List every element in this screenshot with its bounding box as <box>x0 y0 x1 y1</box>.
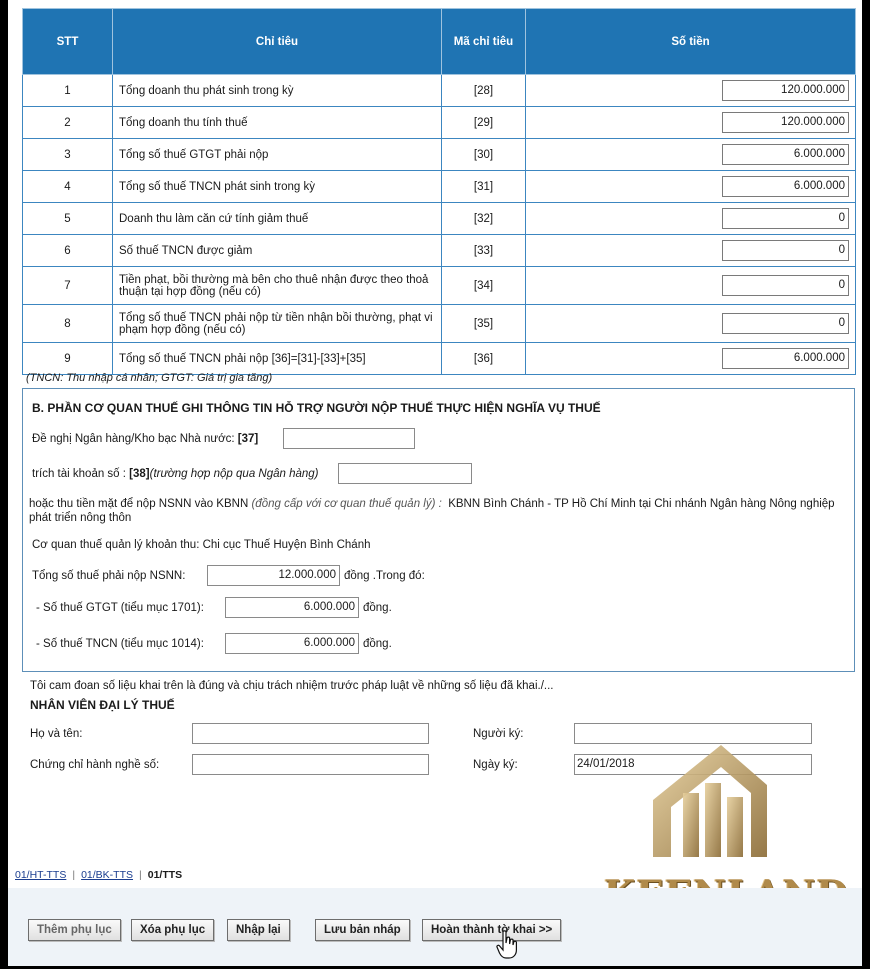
amount-input-36[interactable]: 6.000.000 <box>722 348 849 369</box>
vat-input[interactable]: 6.000.000 <box>225 597 359 618</box>
header-stt: STT <box>23 9 113 75</box>
finish-declaration-button[interactable]: Hoàn thành tờ khai >> <box>422 919 561 941</box>
row-label: Tổng số thuế TNCN phải nộp từ tiền nhận bồi thường, phạt vi phạm hợp đồng (nếu có) <box>113 305 442 343</box>
total-input[interactable]: 12.000.000 <box>207 565 340 586</box>
cash-text: hoặc thu tiền mặt để nộp NSNN vào KBNN <box>29 498 249 510</box>
agent-name-label: Họ và tên: <box>30 728 83 740</box>
hand-cursor-icon <box>496 930 518 960</box>
row-label: Tổng doanh thu tính thuế <box>113 107 442 139</box>
account-hint: (trường hợp nộp qua Ngân hàng) <box>149 468 319 480</box>
abbreviation-note: (TNCN: Thu nhập cá nhân; GTGT: Giá trị gia tăng) <box>26 372 273 384</box>
tab-01-bk-tts[interactable]: 01/BK-TTS <box>81 869 134 881</box>
row-label: Tổng doanh thu phát sinh trong kỳ <box>113 75 442 107</box>
row-label: Tiền phạt, bồi thường mà bên cho thuê nhận được theo thoả thuận tại hợp đồng (nếu có) <box>113 267 442 305</box>
total-suffix: đồng .Trong đó: <box>344 570 425 582</box>
form-tabs: 01/HT-TTS | 01/BK-TTS | 01/TTS <box>15 869 183 881</box>
row-code: [33] <box>442 235 526 267</box>
row-stt: 1 <box>23 75 113 107</box>
tax-authority: Cơ quan thuế quản lý khoản thu: Chi cục Thuế Huyện Bình Chánh <box>32 539 371 551</box>
reenter-button[interactable]: Nhập lại <box>227 919 290 941</box>
signer-label: Người ký: <box>473 728 524 740</box>
bank-input[interactable] <box>283 428 415 449</box>
table-row <box>23 343 856 375</box>
table-row <box>23 235 856 267</box>
table-row <box>23 305 856 343</box>
tab-01-ht-tts[interactable]: 01/HT-TTS <box>15 869 67 881</box>
row-code: [36] <box>442 343 526 375</box>
amount-input-34[interactable]: 0 <box>722 275 849 296</box>
account-row <box>32 468 319 480</box>
row-label: Tổng số thuế TNCN phát sinh trong kỳ <box>113 171 442 203</box>
agent-cert-input[interactable] <box>192 754 429 775</box>
sign-date-input[interactable]: 24/01/2018 <box>574 754 812 775</box>
vat-label: - Số thuế GTGT (tiểu mục 1701): <box>36 602 204 614</box>
amount-input-30[interactable]: 6.000.000 <box>722 144 849 165</box>
pit-label: - Số thuế TNCN (tiểu mục 1014): <box>36 638 204 650</box>
row-stt: 6 <box>23 235 113 267</box>
section-b <box>22 388 855 672</box>
account-label: trích tài khoản số : <box>32 468 126 480</box>
table-row <box>23 171 856 203</box>
tab-01-tts-current: 01/TTS <box>147 869 183 881</box>
pit-suffix: đồng. <box>363 638 392 650</box>
section-b-title: B. PHẦN CƠ QUAN THUẾ GHI THÔNG TIN HỖ TRỢ NGƯỜI NỘP THUẾ THỰC HIỆN NGHĨA VỤ THUẾ <box>32 401 601 415</box>
row-code: [35] <box>442 305 526 343</box>
table-row <box>23 107 856 139</box>
table-row <box>23 75 856 107</box>
account-input[interactable] <box>338 463 472 484</box>
account-code: [38] <box>129 468 150 480</box>
row-stt: 9 <box>23 343 113 375</box>
amount-input-33[interactable]: 0 <box>722 240 849 261</box>
agent-cert-label: Chứng chỉ hành nghề số: <box>30 759 160 771</box>
amount-input-31[interactable]: 6.000.000 <box>722 176 849 197</box>
row-stt: 3 <box>23 139 113 171</box>
commitment-text: Tôi cam đoan số liệu khai trên là đúng và chịu trách nhiệm trước pháp luật về những số liệu đã khai./... <box>30 680 554 692</box>
bank-code: [37] <box>237 433 259 445</box>
table-row <box>23 267 856 305</box>
amount-input-29[interactable]: 120.000.000 <box>722 112 849 133</box>
amount-input-28[interactable]: 120.000.000 <box>722 80 849 101</box>
amount-input-35[interactable]: 0 <box>722 313 849 334</box>
row-stt: 4 <box>23 171 113 203</box>
row-label: Tổng số thuế GTGT phải nộp <box>113 139 442 171</box>
row-code: [34] <box>442 267 526 305</box>
bank-row <box>32 433 258 445</box>
cash-hint: (đồng cấp với cơ quan thuế quản lý) : <box>251 498 442 510</box>
row-label: Tổng số thuế TNCN phải nộp [36]=[31]-[33]+[35] <box>113 343 442 375</box>
row-stt: 7 <box>23 267 113 305</box>
pit-input[interactable]: 6.000.000 <box>225 633 359 654</box>
row-code: [32] <box>442 203 526 235</box>
agent-title: NHÂN VIÊN ĐẠI LÝ THUẾ <box>30 698 175 712</box>
cash-value: KBNN Bình Chánh - TP Hồ Chí Minh tại Chi nhánh Ngân hàng Nông nghiệp phát triển nông thôn <box>29 498 835 524</box>
header-code: Mã chỉ tiêu <box>442 9 526 75</box>
button-bar <box>8 888 862 966</box>
table-header-row <box>23 9 856 75</box>
row-stt: 2 <box>23 107 113 139</box>
bank-label: Đề nghị Ngân hàng/Kho bạc Nhà nước: <box>32 433 235 445</box>
declaration-table <box>22 8 856 375</box>
add-appendix-button[interactable]: Thêm phụ lục <box>28 919 121 941</box>
row-label: Số thuế TNCN được giảm <box>113 235 442 267</box>
remove-appendix-button[interactable]: Xóa phụ lục <box>131 919 214 941</box>
row-label: Doanh thu làm căn cứ tính giảm thuế <box>113 203 442 235</box>
table-row <box>23 139 856 171</box>
row-code: [30] <box>442 139 526 171</box>
save-draft-button[interactable]: Lưu bản nháp <box>315 919 410 941</box>
sign-date-label: Ngày ký: <box>473 759 518 771</box>
amount-input-32[interactable]: 0 <box>722 208 849 229</box>
header-amount: Số tiền <box>526 9 856 75</box>
agent-name-input[interactable] <box>192 723 429 744</box>
table-row <box>23 203 856 235</box>
vat-suffix: đồng. <box>363 602 392 614</box>
header-indicator: Chỉ tiêu <box>113 9 442 75</box>
cash-row <box>29 497 849 525</box>
tax-declaration-page <box>8 0 862 966</box>
signer-input[interactable] <box>574 723 812 744</box>
total-label: Tổng số thuế phải nộp NSNN: <box>32 570 186 582</box>
row-stt: 8 <box>23 305 113 343</box>
row-code: [28] <box>442 75 526 107</box>
row-code: [29] <box>442 107 526 139</box>
row-stt: 5 <box>23 203 113 235</box>
row-code: [31] <box>442 171 526 203</box>
